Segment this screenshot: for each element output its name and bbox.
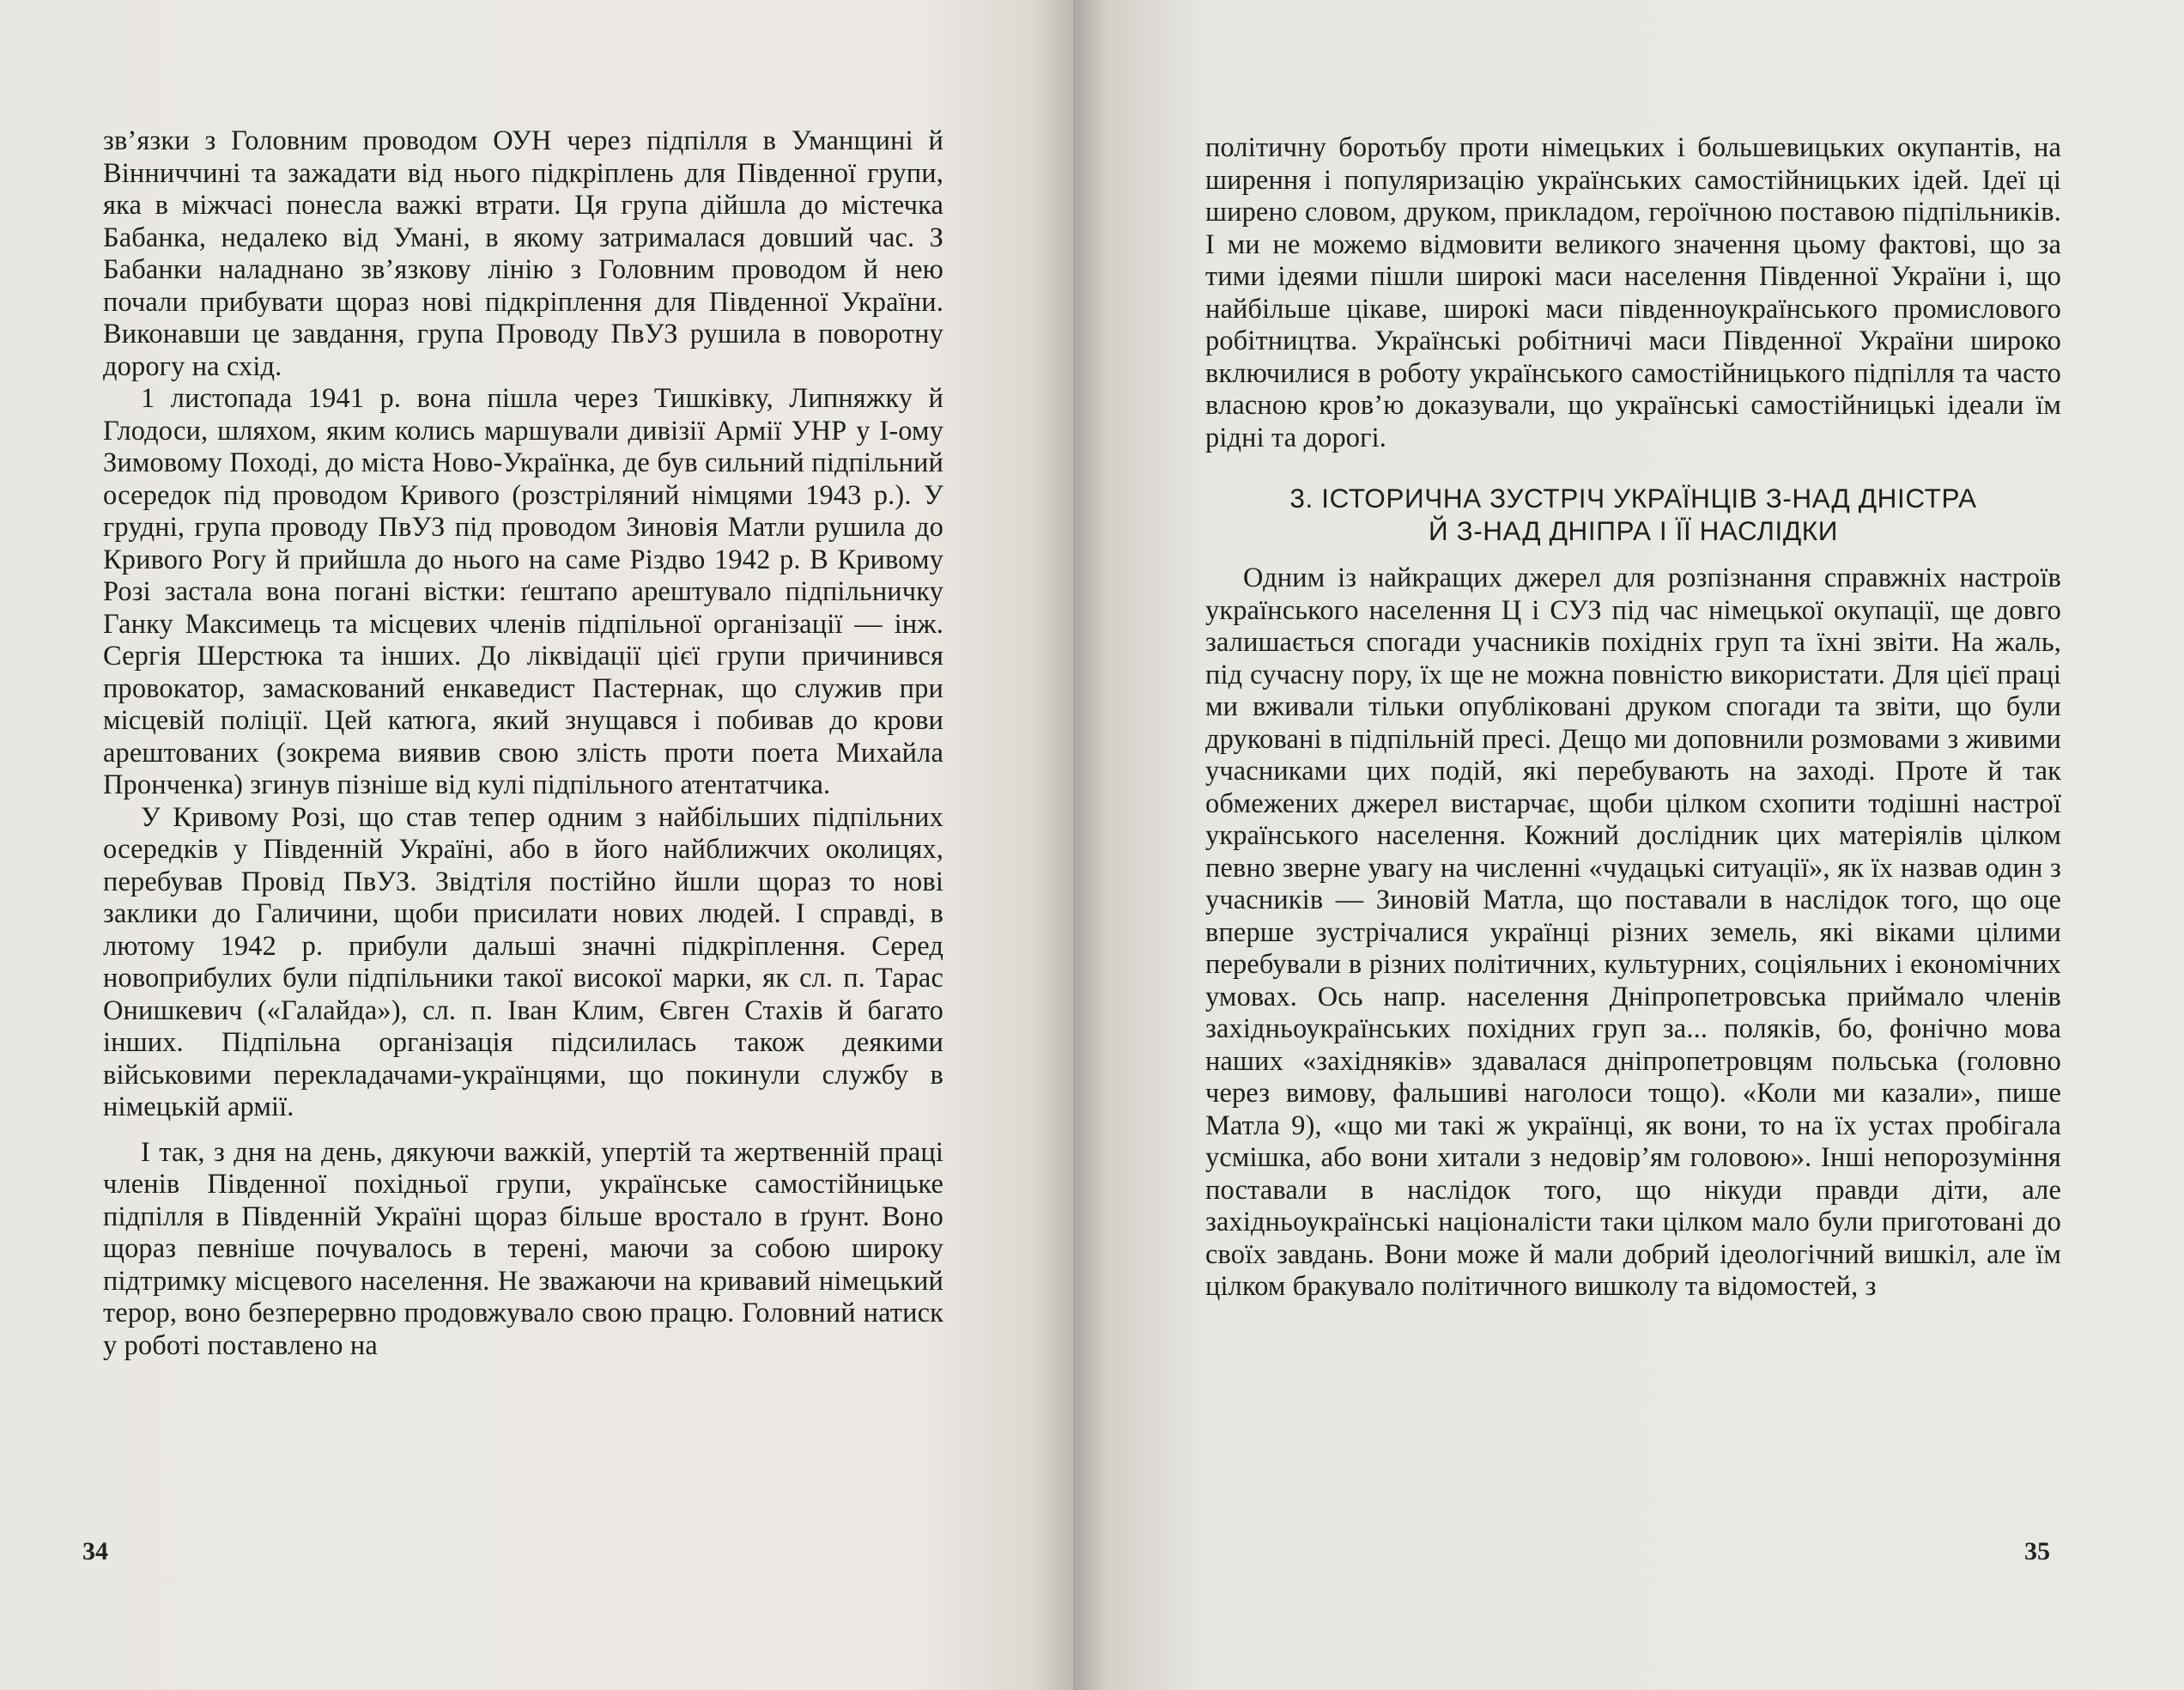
paragraph: політичну боротьбу проти німецьких і большевицьких окупантів, на ширення і популяризацію українських самостійницьких ідей. Ідеї ці ширено словом, друком, прикладом, героїчною поставою підпільників. І ми не можемо відмовити великого значення цьому фактові, що за тими ідеями пішли широкі маси населення Південної України і, що найбільше цікаве, широкі маси південноукраїнського промислового робітництва. Українські робітничі маси Південної України широко включилися в роботу українського самостійницького підпілля та часто власною кров’ю доказували, що українські самостійницькі ідеали їм рідні та дорогі. — [1205, 132, 2061, 453]
page-number: 35 — [2024, 1537, 2050, 1565]
right-page-text — [1205, 132, 2061, 1304]
left-page — [0, 0, 1073, 1690]
section-heading-line: Й З-НАД ДНІПРА І ЇЇ НАСЛІДКИ — [1428, 515, 1838, 546]
paragraph: 1 листопада 1941 р. вона пішла через Тишківку, Липняжку й Глодоси, шляхом, яким колись маршували дивізії Армії УНР у І-ому Зимовому Поході, до міста Ново-Українка, де був сильний підпільний осередок під проводом Кривого (розстріляний німцями 1943 р.). У грудні, група проводу ПвУЗ під проводом Зиновія Матли рушила до Кривого Рогу й прийшла до нього на саме Різдво 1942 р. В Кривому Розі застала вона погані вістки: ґештапо арештувало підпільничку Ганку Максимець та місцевих членів підпільної організації — інж. Сергія Шерстюка та інших. До ліквідації цієї групи причинився провокатор, замаскований енкаведист Пастернак, що служив при місцевій поліції. Цей катюга, який знущався і побивав до крови арештованих (зокрема виявив свою злість проти поета Михайла Пронченка) згинув пізніше від кулі підпільного атентатчика. — [103, 383, 943, 800]
paragraph: І так, з дня на день, дякуючи важкій, упертій та жертвенній праці членів Південної похідньої групи, українське самостійницьке підпілля в Південній Україні щораз більше вростало в ґрунт. Воно щораз певніше почувалось в терені, маючи за собою широку підтримку місцевого населення. Не зважаючи на кривавий німецький терор, воно безперервно продовжувало свою працю. Головний натиск у роботі поставлено на — [103, 1136, 943, 1361]
section-heading-line: 3. ІСТОРИЧНА ЗУСТРІЧ УКРАЇНЦІВ З-НАД ДНІСТРА — [1289, 483, 1977, 514]
section-heading — [1205, 482, 2061, 547]
page-number: 34 — [82, 1537, 108, 1565]
left-page-text — [103, 125, 943, 1362]
paragraph: Одним із найкращих джерел для розпізнання справжніх настроїв українського населення Ц і СУЗ під час німецької окупації, ще довго залишається спогади учасників похідніх груп та їхні звіти. На жаль, під сучасну пору, їх ще не можна повністю використати. Для цієї праці ми вживали тільки опубліковані друком спогади та звіти, що були друковані в підпільній пресі. Дещо ми доповнили розмовами з живими учасниками цих подій, які перебувають на заході. Проте й так обмежених джерел вистарчає, щоби цілком схопити тодішні настрої українського населення. Кожний дослідник цих матеріялів цілком певно зверне увагу на численні «чудацькі ситуації», як їх назвав один з учасників — Зиновій Матла, що поставали в наслідок того, що оце вперше зустрічалися українці різних земель, які віками цілими перебували в різних політичних, культурних, соціяльних і економічних умовах. Ось напр. населення Дніпропетровська приймало членів західньоукраїнських похідних груп за... поляків, бо, фонічно мова наших «західняків» здавалася дніпропетровцям польська (головно через вимову, фальшиві наголоси тощо). «Коли ми казали», пише Матла 9), «що ми такі ж українці, як вони, то на їх устах пробігала усмішка, або вони хитали з недовір’ям головою». Інші непорозуміння поставали в наслідок того, що нікуди правди діти, але західньоукраїнські націоналісти таки цілком мало були приготовані до своїх завдань. Вони може й мали добрий ідеологічний вишкіл, але їм цілком бракувало політичного вишколу та відомостей, з — [1205, 562, 2061, 1302]
paragraph: У Кривому Розі, що став тепер одним з найбільших підпільних осередків у Південній Україні, або в його найближчих околицях, перебував Провід ПвУЗ. Звідтіля постійно йшли щораз то нові заклики до Галичини, щоби присилати нових людей. І справді, в лютому 1942 р. прибули дальші значні підкріплення. Серед новоприбулих були підпільники такої високої марки, як сл. п. Тарас Онишкевич («Галайда»), сл. п. Іван Клим, Євген Стахів й багато інших. Підпільна організація підсилилась також деякими військовими перекладачами-українцями, що покинули службу в німецькій армії. — [103, 801, 943, 1122]
paragraph: зв’язки з Головним проводом ОУН через підпілля в Уманщині й Вінниччині та зажадати від нього підкріплень для Південної групи, яка в міжчасі понесла важкі втрати. Ця група дійшла до містечка Бабанка, недалеко від Умані, в якому затрималася довший час. З Бабанки наладнано зв’язкову лінію з Головним проводом й нею почали прибувати щораз нові підкріплення для Південної України. Виконавши це завдання, група Проводу ПвУЗ рушила в поворотну дорогу на схід. — [103, 125, 943, 382]
right-page — [1073, 0, 2184, 1690]
